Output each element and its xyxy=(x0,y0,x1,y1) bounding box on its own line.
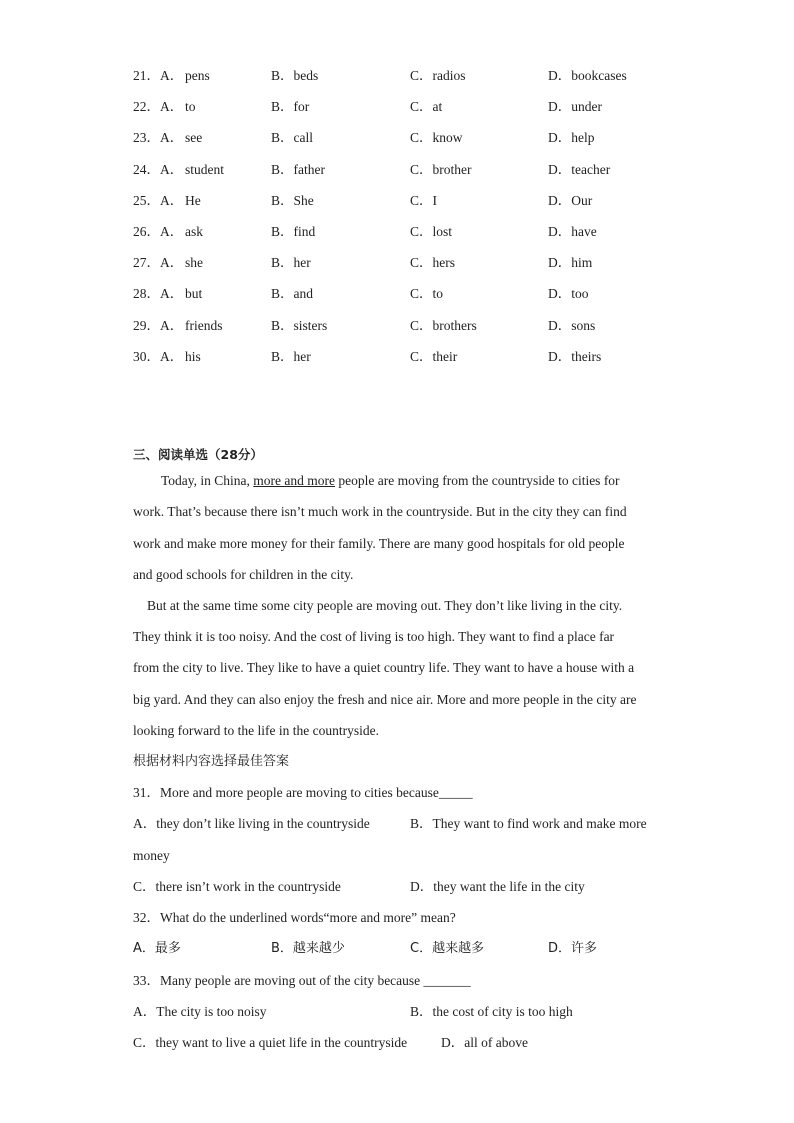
question-32: 32．What do the underlined words“more and more” mean? xyxy=(133,910,456,925)
option-c: C．at xyxy=(410,99,443,114)
q33-option-d: D．all of above xyxy=(441,1035,528,1050)
option-b: B．her xyxy=(271,255,311,270)
q31-option-a: A．they don’t like living in the countryside xyxy=(133,816,370,831)
option-d: D．theirs xyxy=(548,349,602,364)
option-c: C．know xyxy=(410,130,463,145)
q32-option-d: D．许多 xyxy=(548,941,598,956)
option-b: B．for xyxy=(271,99,310,114)
option-d: D．have xyxy=(548,224,597,239)
q31-option-d: D．they want the life in the city xyxy=(410,879,585,894)
option-c: C．radios xyxy=(410,68,466,83)
option-a-text: she xyxy=(185,255,203,270)
option-c: C．their xyxy=(410,349,458,364)
passage-line: from the city to live. They like to have a quiet country life. They want to have a house with a xyxy=(133,660,635,675)
q31-option-c: C．there isn’t work in the countryside xyxy=(133,879,341,894)
passage-line: looking forward to the life in the countryside. xyxy=(133,723,379,738)
option-a: 30．A． xyxy=(133,349,184,364)
q31-option-b-continued: money xyxy=(133,848,170,863)
option-d: D．bookcases xyxy=(548,68,627,83)
option-b: B．call xyxy=(271,130,313,145)
option-a-text: to xyxy=(185,99,196,114)
option-c: C．I xyxy=(410,193,437,208)
option-a-text: He xyxy=(185,193,201,208)
passage-line: Today, in China, more and more people are moving from the countryside to cities for xyxy=(161,473,620,488)
option-a-text: see xyxy=(185,130,203,145)
option-a-text: ask xyxy=(185,224,203,239)
q32-option-b: B．越来越少 xyxy=(271,941,345,956)
q33-option-a: A．The city is too noisy xyxy=(133,1004,267,1019)
question-31: 31．More and more people are moving to cities because_____ xyxy=(133,785,473,800)
section-title: 三、阅读单选（28分） xyxy=(133,447,263,462)
q33-option-b: B．the cost of city is too high xyxy=(410,1004,573,1019)
option-b: B．her xyxy=(271,349,311,364)
option-b: B．She xyxy=(271,193,314,208)
option-a: 27．A． xyxy=(133,255,184,270)
option-d: D．Our xyxy=(548,193,593,208)
q32-option-a: A．最多 xyxy=(133,941,181,956)
option-a-text: pens xyxy=(185,68,210,83)
underlined-phrase: more and more xyxy=(253,473,336,488)
option-d: D．teacher xyxy=(548,162,611,177)
passage-line: They think it is too noisy. And the cost of living is too high. They want to find a place far xyxy=(133,629,615,644)
option-a-text: his xyxy=(185,349,201,364)
q31-option-b: B．They want to find work and make more xyxy=(410,816,647,831)
question-33: 33．Many people are moving out of the city because _______ xyxy=(133,973,471,988)
passage-line: big yard. And they can also enjoy the fresh and nice air. More and more people in the city are xyxy=(133,692,637,707)
passage-line: But at the same time some city people are moving out. They don’t like living in the city. xyxy=(147,598,623,613)
option-a-text: friends xyxy=(185,318,223,333)
option-a: 28．A． xyxy=(133,286,184,301)
option-a: 22．A． xyxy=(133,99,184,114)
passage-line: work and make more money for their family. There are many good hospitals for old people xyxy=(133,536,625,551)
option-b: B．beds xyxy=(271,68,319,83)
passage-line: work. That’s because there isn’t much work in the countryside. But in the city they can find xyxy=(133,504,627,519)
option-b: B．father xyxy=(271,162,325,177)
option-c: C．hers xyxy=(410,255,455,270)
option-a: 23．A． xyxy=(133,130,184,145)
option-d: D．too xyxy=(548,286,589,301)
option-c: C．lost xyxy=(410,224,453,239)
option-a: 21．A． xyxy=(133,68,184,83)
option-a: 26．A． xyxy=(133,224,184,239)
option-a: 24．A． xyxy=(133,162,184,177)
option-d: D．help xyxy=(548,130,595,145)
option-d: D．under xyxy=(548,99,602,114)
instruction-text: 根据材料内容选择最佳答案 xyxy=(133,754,290,769)
option-d: D．him xyxy=(548,255,593,270)
q33-option-c: C．they want to live a quiet life in the countryside xyxy=(133,1035,408,1050)
option-b: B．and xyxy=(271,286,313,301)
option-c: C．to xyxy=(410,286,444,301)
option-a: 25．A． xyxy=(133,193,184,208)
option-c: C．brother xyxy=(410,162,472,177)
passage-line: and good schools for children in the city. xyxy=(133,567,354,582)
q32-option-c: C．越来越多 xyxy=(410,941,485,956)
option-a-text: student xyxy=(185,162,224,177)
option-a-text: but xyxy=(185,286,203,301)
option-a: 29．A． xyxy=(133,318,184,333)
option-d: D．sons xyxy=(548,318,596,333)
option-b: B．find xyxy=(271,224,316,239)
option-c: C．brothers xyxy=(410,318,477,333)
option-b: B．sisters xyxy=(271,318,328,333)
